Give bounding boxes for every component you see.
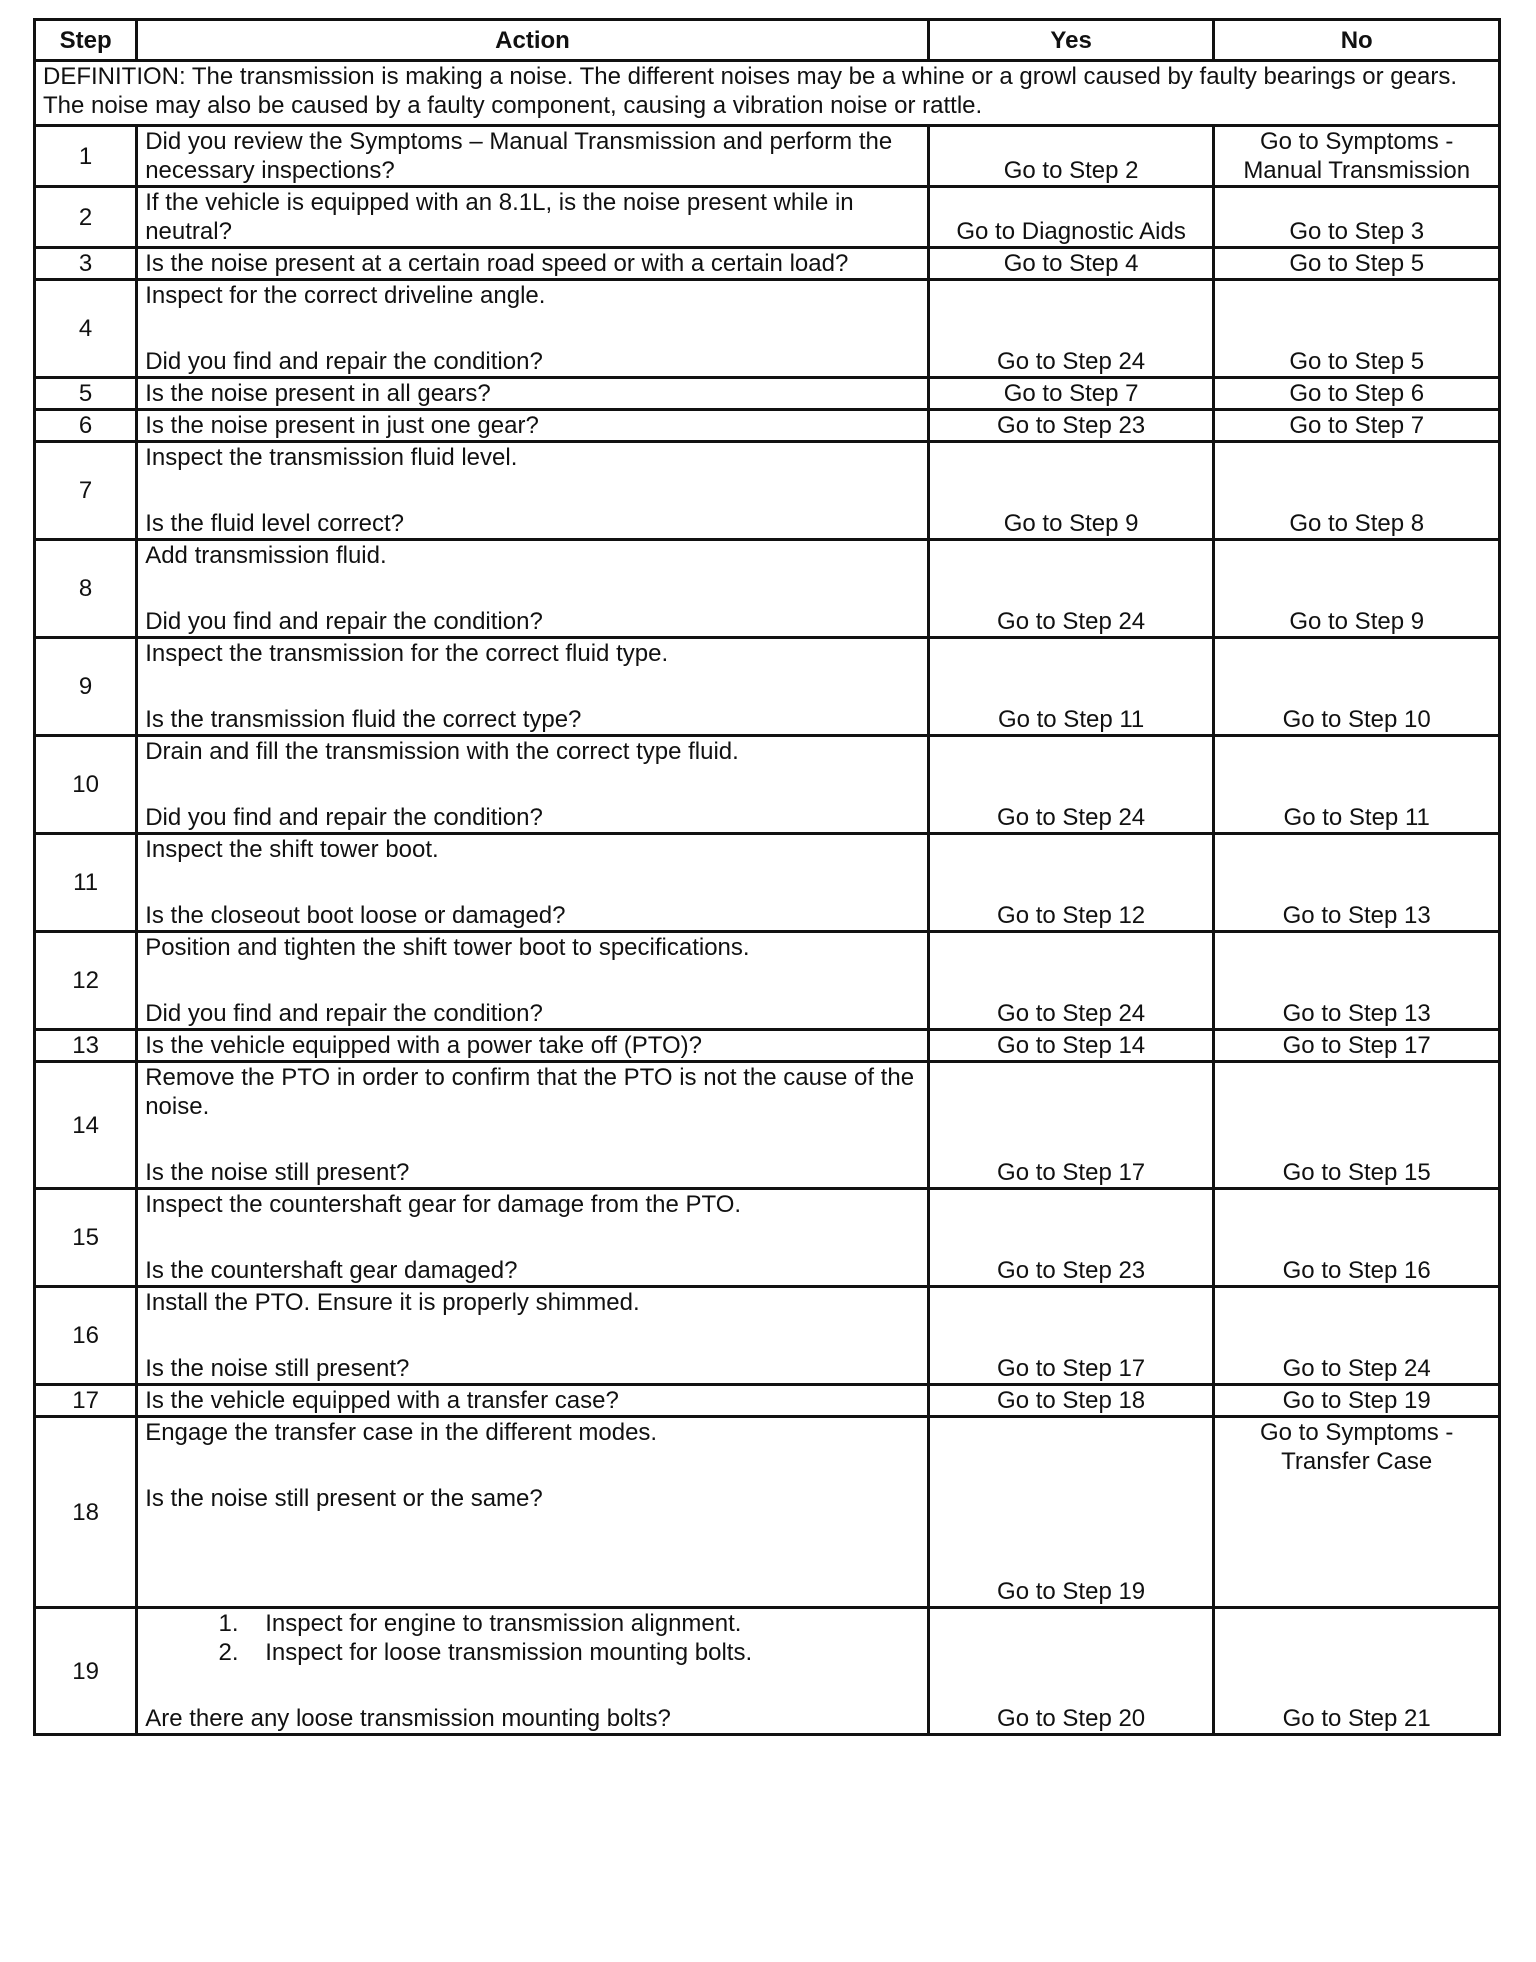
action-cell [137,1189,929,1287]
action-text: Did you review the Symptoms – Manual Transmission and perform the necessary inspections? [137,126,929,187]
action-text: If the vehicle is equipped with an 8.1L, is the noise present while in neutral? [137,187,929,248]
action-cell [137,834,929,932]
yes-result: Go to Step 24 [928,280,1214,378]
action-text: Inspect the countershaft gear for damage from the PTO. [145,1191,742,1218]
action-question: Did you find and repair the condition? [145,1000,543,1027]
step-number: 9 [35,638,137,736]
spacer [145,962,920,999]
step-number: 2 [35,187,137,248]
table-row [35,280,1500,378]
action-text: Inspect for the correct driveline angle. [145,282,546,309]
action-text: Add transmission fluid. [145,542,387,569]
action-question: Are there any loose transmission mounting bolts? [145,1705,671,1732]
step-number: 5 [35,378,137,410]
yes-result: Go to Step 7 [928,378,1214,410]
action-text: Inspect the transmission for the correct fluid type. [145,640,669,667]
no-result: Go to Step 21 [1214,1608,1500,1735]
no-result: Go to Step 19 [1214,1385,1500,1417]
step-number: 13 [35,1030,137,1062]
no-result: Go to Step 5 [1214,280,1500,378]
action-cell [137,540,929,638]
spacer [145,310,920,347]
action-text: Install the PTO. Ensure it is properly shimmed. [145,1289,640,1316]
action-text: Inspect the shift tower boot. [145,836,439,863]
action-text: Inspect the transmission fluid level. [145,444,518,471]
action-question: Is the fluid level correct? [145,510,404,537]
action-cell [137,932,929,1030]
step-number: 16 [35,1287,137,1385]
spacer [145,1121,920,1158]
yes-result: Go to Step 11 [928,638,1214,736]
step-number: 18 [35,1417,137,1608]
yes-result: Go to Step 24 [928,932,1214,1030]
table-row [35,378,1500,410]
step-number: 8 [35,540,137,638]
action-question: Did you find and repair the condition? [145,348,543,375]
no-result: Go to Step 8 [1214,442,1500,540]
no-result: Go to Step 17 [1214,1030,1500,1062]
step-number: 10 [35,736,137,834]
definition-row [35,61,1500,126]
yes-result: Go to Step 2 [928,126,1214,187]
action-cell [137,1062,929,1189]
action-text: Is the vehicle equipped with a power take off (PTO)? [137,1030,929,1062]
header-action: Action [137,20,929,61]
spacer [145,766,920,803]
no-result: Go to Symptoms - Transfer Case [1214,1417,1500,1608]
table-row [35,126,1500,187]
table-row [35,932,1500,1030]
header-step: Step [35,20,137,61]
action-question: Is the transmission fluid the correct type? [145,706,582,733]
table-row [35,442,1500,540]
action-question: Is the noise still present or the same? [145,1485,543,1512]
no-result: Go to Step 16 [1214,1189,1500,1287]
table-row [35,540,1500,638]
no-result: Go to Symptoms - Manual Transmission [1214,126,1500,187]
action-cell [137,442,929,540]
yes-result: Go to Step 9 [928,442,1214,540]
step-number: 1 [35,126,137,187]
spacer [145,570,920,607]
action-text: Is the noise present in all gears? [137,378,929,410]
yes-result: Go to Step 12 [928,834,1214,932]
spacer [145,1317,920,1354]
action-text: Is the noise present in just one gear? [137,410,929,442]
yes-result: Go to Step 23 [928,1189,1214,1287]
spacer [145,668,920,705]
yes-result: Go to Diagnostic Aids [928,187,1214,248]
yes-result: Go to Step 23 [928,410,1214,442]
action-text: Position and tighten the shift tower boot to specifications. [145,934,750,961]
list-item: 1. Inspect for engine to transmission alignment. [245,1609,920,1638]
action-text: Remove the PTO in order to confirm that the PTO is not the cause of the noise. [145,1064,915,1120]
yes-result: Go to Step 24 [928,540,1214,638]
table-row [35,834,1500,932]
yes-result: Go to Step 24 [928,736,1214,834]
table-row [35,1385,1500,1417]
yes-result: Go to Step 17 [928,1062,1214,1189]
spacer [145,1667,920,1704]
yes-result: Go to Step 18 [928,1385,1214,1417]
step-number: 7 [35,442,137,540]
spacer [145,1447,920,1484]
table-row [35,1189,1500,1287]
action-list [145,1609,920,1667]
action-text: Engage the transfer case in the different modes. [145,1419,658,1446]
table-row [35,1062,1500,1189]
table-row [35,410,1500,442]
step-number: 3 [35,248,137,280]
header-row [35,20,1500,61]
step-number: 4 [35,280,137,378]
table-row [35,736,1500,834]
no-result: Go to Step 6 [1214,378,1500,410]
yes-result: Go to Step 14 [928,1030,1214,1062]
yes-result: Go to Step 4 [928,248,1214,280]
step-number: 11 [35,834,137,932]
action-question: Is the noise still present? [145,1159,410,1186]
no-result: Go to Step 3 [1214,187,1500,248]
action-cell [137,280,929,378]
yes-result: Go to Step 19 [928,1417,1214,1608]
action-cell [137,1608,929,1735]
action-question: Did you find and repair the condition? [145,804,543,831]
table-row [35,1030,1500,1062]
diagnostic-table [33,18,1501,1736]
no-result: Go to Step 5 [1214,248,1500,280]
no-result: Go to Step 10 [1214,638,1500,736]
step-number: 12 [35,932,137,1030]
no-result: Go to Step 11 [1214,736,1500,834]
table-row [35,1608,1500,1735]
step-number: 14 [35,1062,137,1189]
step-number: 15 [35,1189,137,1287]
step-number: 6 [35,410,137,442]
action-cell [137,736,929,834]
step-number: 17 [35,1385,137,1417]
spacer [145,864,920,901]
action-cell [137,1417,929,1608]
list-item: 2. Inspect for loose transmission mounting bolts. [245,1638,920,1667]
action-text: Is the vehicle equipped with a transfer case? [137,1385,929,1417]
action-cell [137,638,929,736]
action-cell [137,1287,929,1385]
table-row [35,187,1500,248]
header-no: No [1214,20,1500,61]
no-result: Go to Step 24 [1214,1287,1500,1385]
spacer [145,1513,920,1606]
table-row [35,638,1500,736]
definition-text: DEFINITION: The transmission is making a noise. The different noises may be a whine or a growl caused by faulty bearings or gears. The noise may also be caused by a faulty component, causing a vibration noise or rattle. [35,61,1500,126]
no-result: Go to Step 15 [1214,1062,1500,1189]
spacer [145,1219,920,1256]
table-row [35,1417,1500,1608]
no-result: Go to Step 9 [1214,540,1500,638]
action-question: Is the noise still present? [145,1355,410,1382]
action-question: Is the closeout boot loose or damaged? [145,902,566,929]
action-text: Is the noise present at a certain road speed or with a certain load? [137,248,929,280]
table-row [35,248,1500,280]
action-text: Drain and fill the transmission with the correct type fluid. [145,738,739,765]
no-result: Go to Step 13 [1214,932,1500,1030]
yes-result: Go to Step 20 [928,1608,1214,1735]
spacer [145,472,920,509]
no-result: Go to Step 13 [1214,834,1500,932]
action-question: Is the countershaft gear damaged? [145,1257,518,1284]
step-number: 19 [35,1608,137,1735]
action-question: Did you find and repair the condition? [145,608,543,635]
header-yes: Yes [928,20,1214,61]
yes-result: Go to Step 17 [928,1287,1214,1385]
table-row [35,1287,1500,1385]
no-result: Go to Step 7 [1214,410,1500,442]
